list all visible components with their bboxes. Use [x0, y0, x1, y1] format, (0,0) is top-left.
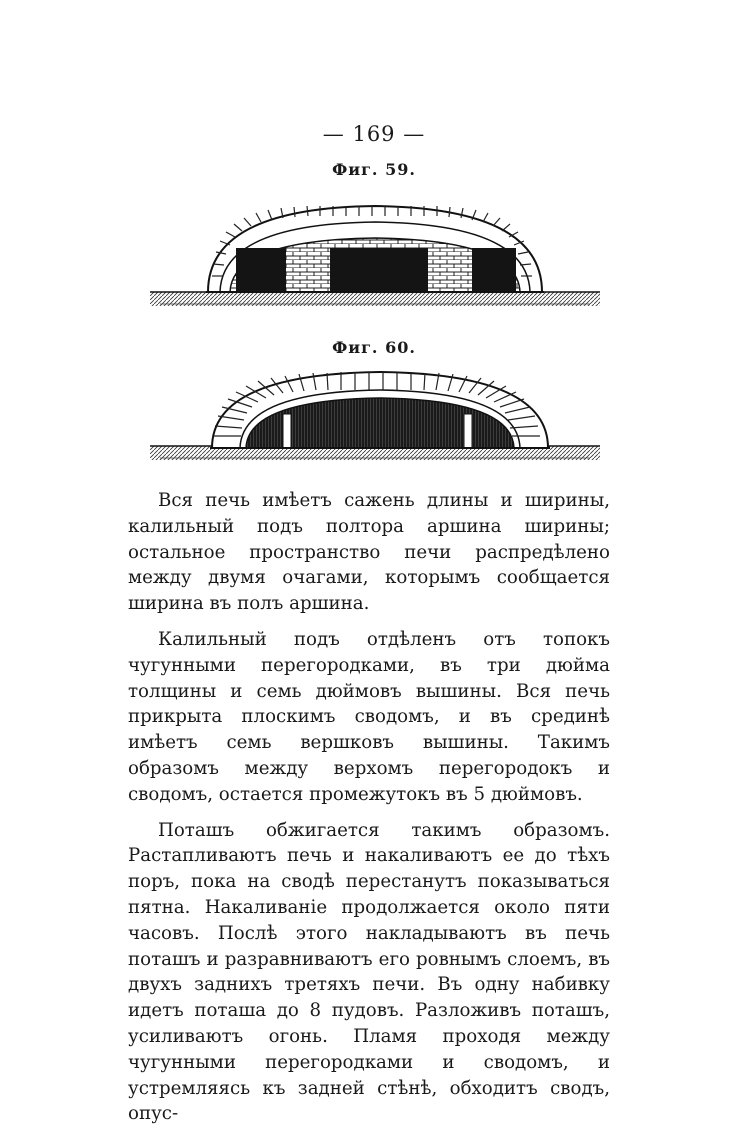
- paragraph: Калильный подъ отдѣленъ отъ топокъ чугунными перегородками, въ три дюйма толщины и семь дюймовъ вышины. Вся печь прикрыта плоскимъ сводомъ, и въ срединѣ имѣетъ семь вершковъ вышины. Такимъ образомъ между верхомъ перегородокъ и сводомъ, остается промежутокъ въ 5 дюймовъ.: [128, 628, 610, 805]
- ground-strip: [150, 292, 600, 306]
- figure-59-caption: Фиг. 59.: [332, 160, 416, 179]
- page-number: — 169 —: [322, 122, 426, 146]
- paragraph: Вся печь имѣетъ сажень длины и ширины, калильный подъ полтора аршина ширины; остальное пространство печи распредѣлено между двумя очагами, которымъ сообщается ширина въ полъ аршина.: [128, 490, 610, 615]
- figure-60-caption: Фиг. 60.: [332, 338, 416, 357]
- central-hearth: [330, 248, 428, 292]
- figure-59-furnace-section: [150, 196, 600, 321]
- paragraph: Поташъ обжигается такимъ образомъ. Растапливаютъ печь и накаливаютъ ее до тѣхъ поръ, пока на сводѣ перестанутъ показываться пятна. Накаливаніе продолжается около пяти часовъ. Послѣ этого накладываютъ въ печь поташъ и разравниваютъ его ровнымъ слоемъ, въ двухъ заднихъ третяхъ печи. Въ одну набивку идетъ поташа до 8 пудовъ. Разложивъ поташъ, усиливаютъ огонь. Пламя проходя между чугунными перегородками и сводомъ, и устремляясь къ задней стѣнѣ, обходитъ сводъ, опус-: [128, 819, 610, 1125]
- body-text: [128, 488, 610, 1137]
- right-firebox: [472, 248, 516, 292]
- left-partition: [283, 414, 291, 448]
- figure-60-furnace-section: [150, 370, 600, 470]
- right-partition: [464, 414, 472, 448]
- left-firebox: [236, 248, 286, 292]
